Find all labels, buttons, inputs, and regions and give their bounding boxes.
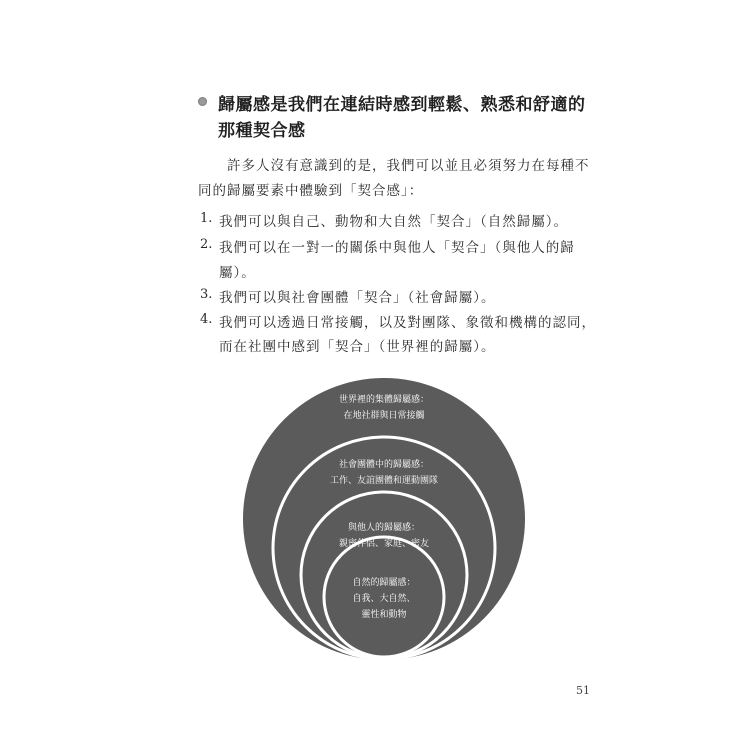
list-item-3-line-1: 我們可以與社會團體「契合」（社會歸屬）。 [219,290,496,306]
list-item-1-line-1: 我們可以與自己、動物和大自然「契合」（自然歸屬）。 [219,214,568,230]
section-heading-line-2: 那種契合感 [218,121,306,141]
list-item-2-line-1: 我們可以在一對一的關係中與他人「契合」（與他人的歸 [219,240,575,256]
circle-social-title: 社會團體中的歸屬感： [338,460,430,470]
intro-paragraph-line-2: 同的歸屬要素中體驗到「契合感」： [198,183,424,199]
list-item-2-line-2: 屬）。 [219,265,256,281]
list-item-3-number: 3. [200,287,213,302]
circle-social-detail: 工作、友誼團體和運動團隊 [329,476,439,486]
intro-paragraph-line-1: 許多人沒有意識到的是，我們可以並且必須努力在每種不 [227,158,590,174]
circle-nature-detail: 自我、大自然、 [352,594,416,604]
list-item-4-line-2: 而在社團中感到「契合」（世界裡的歸屬）。 [219,339,496,355]
list-item-4-line-1: 我們可以透過日常接觸，以及對團隊、象徵和機構的認同， [219,315,596,331]
list-item-4-number: 4. [200,312,213,327]
circle-world-title: 世界裡的集體歸屬感： [338,395,430,405]
list-item-1-number: 1. [200,211,213,226]
circle-others-detail: 親密伴侶、家庭、密友 [338,539,430,549]
page-number: 51 [576,684,590,697]
circle-world-detail: 在地社群與日常接觸 [343,411,425,421]
circle-others-title: 與他人的歸屬感： [347,523,421,533]
section-heading-line-1: 歸屬感是我們在連結時感到輕鬆、熟悉和舒適的 [218,95,586,115]
circle-nature-title: 自然的歸屬感： [352,578,416,588]
circle-nature-detail-2: 靈性和動物 [361,610,407,620]
list-item-2-number: 2. [200,237,213,252]
